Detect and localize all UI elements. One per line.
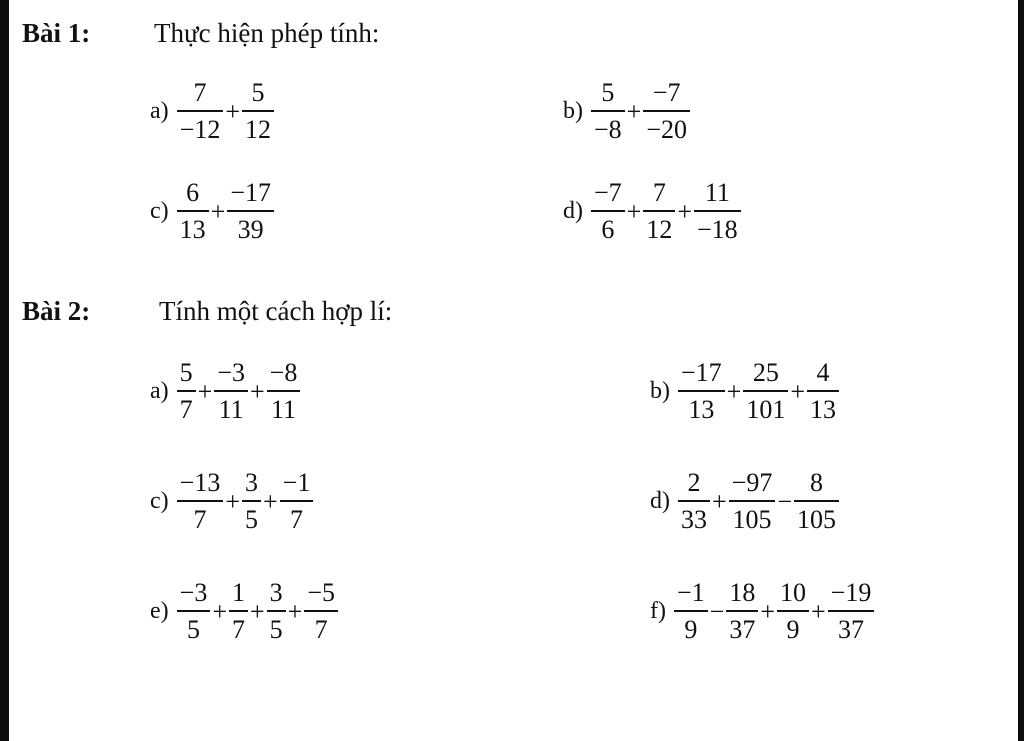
denominator: 12 bbox=[245, 115, 271, 144]
fraction bbox=[267, 360, 301, 423]
operator: + bbox=[287, 596, 303, 626]
numerator: 8 bbox=[810, 468, 824, 497]
numerator: −1 bbox=[282, 468, 311, 497]
right-border bbox=[1018, 0, 1024, 741]
problem-2f bbox=[650, 580, 874, 643]
operator: + bbox=[712, 486, 727, 516]
numerator: 7 bbox=[652, 178, 666, 207]
denominator: −8 bbox=[594, 115, 622, 144]
numerator: 4 bbox=[816, 358, 830, 387]
numerator: −3 bbox=[217, 358, 245, 387]
numerator: 3 bbox=[245, 468, 258, 497]
denominator: 37 bbox=[729, 615, 756, 644]
fraction bbox=[643, 80, 690, 143]
denominator: −12 bbox=[179, 115, 221, 144]
left-border bbox=[0, 0, 9, 741]
denominator: 13 bbox=[688, 395, 715, 424]
operator: − bbox=[709, 596, 725, 626]
fraction bbox=[177, 80, 224, 143]
denominator: 12 bbox=[646, 215, 673, 244]
problem-label: e) bbox=[150, 598, 169, 624]
denominator: 105 bbox=[732, 505, 772, 534]
fraction bbox=[807, 360, 839, 423]
fraction bbox=[214, 360, 248, 423]
denominator: 5 bbox=[245, 505, 258, 534]
denominator: 101 bbox=[746, 395, 786, 424]
problem-1d bbox=[563, 180, 741, 243]
denominator: 9 bbox=[786, 615, 800, 644]
numerator: −5 bbox=[307, 578, 336, 607]
fraction bbox=[280, 470, 314, 533]
numerator: 5 bbox=[601, 78, 615, 107]
numerator: −17 bbox=[681, 358, 722, 387]
denominator: 39 bbox=[237, 215, 264, 244]
numerator: −1 bbox=[676, 578, 705, 607]
numerator: 3 bbox=[269, 578, 283, 607]
fraction bbox=[229, 580, 248, 643]
operator: + bbox=[250, 376, 265, 406]
fraction bbox=[678, 470, 710, 533]
problem-label: a) bbox=[150, 98, 169, 124]
problem-label: b) bbox=[563, 98, 583, 124]
numerator: 5 bbox=[251, 78, 265, 107]
problem-label: c) bbox=[150, 198, 169, 224]
problem-label: b) bbox=[650, 378, 670, 404]
operator: + bbox=[197, 376, 213, 406]
numerator: −8 bbox=[269, 358, 298, 387]
fraction bbox=[643, 180, 675, 243]
problem-1b bbox=[563, 80, 690, 143]
section-number: Bài 2: bbox=[22, 296, 91, 326]
fraction bbox=[591, 80, 625, 143]
denominator: 9 bbox=[684, 615, 698, 644]
numerator: −3 bbox=[179, 578, 208, 607]
fraction bbox=[304, 580, 338, 643]
expression bbox=[177, 580, 338, 643]
fraction bbox=[177, 470, 224, 533]
fraction bbox=[694, 180, 741, 243]
section-1-heading bbox=[22, 18, 380, 49]
expression bbox=[177, 470, 314, 533]
fraction bbox=[177, 360, 196, 423]
numerator: −19 bbox=[830, 578, 872, 607]
expression bbox=[177, 80, 274, 143]
numerator: 7 bbox=[193, 78, 207, 107]
denominator: 13 bbox=[179, 215, 206, 244]
denominator: 7 bbox=[179, 395, 193, 424]
numerator: 1 bbox=[232, 578, 245, 607]
fraction bbox=[242, 470, 261, 533]
numerator: 2 bbox=[687, 468, 701, 497]
problem-label: f) bbox=[650, 598, 666, 624]
numerator: −17 bbox=[230, 178, 271, 207]
denominator: 33 bbox=[681, 505, 707, 534]
operator: + bbox=[250, 596, 265, 626]
denominator: −20 bbox=[646, 115, 688, 144]
expression bbox=[678, 360, 839, 423]
fraction bbox=[726, 580, 758, 643]
operator: + bbox=[677, 196, 693, 226]
section-title: Tính một cách hợp lí: bbox=[159, 296, 393, 326]
problem-2c bbox=[150, 470, 313, 533]
operator: + bbox=[626, 196, 642, 226]
expression bbox=[678, 470, 839, 533]
problem-1c bbox=[150, 180, 274, 243]
fraction bbox=[729, 470, 776, 533]
operator: + bbox=[811, 596, 826, 626]
numerator: 10 bbox=[780, 578, 806, 607]
expression bbox=[177, 180, 274, 243]
fraction bbox=[794, 470, 839, 533]
section-title: Thực hiện phép tính: bbox=[154, 18, 380, 48]
problem-2e bbox=[150, 580, 338, 643]
problem-label: c) bbox=[150, 488, 169, 514]
numerator: −7 bbox=[594, 178, 622, 207]
fraction bbox=[674, 580, 708, 643]
problem-label: d) bbox=[650, 488, 670, 514]
denominator: 7 bbox=[314, 615, 328, 644]
expression bbox=[591, 80, 690, 143]
fraction bbox=[743, 360, 788, 423]
problem-2a bbox=[150, 360, 300, 423]
operator: + bbox=[210, 196, 226, 226]
expression bbox=[591, 180, 741, 243]
section-2-heading bbox=[22, 296, 393, 327]
fraction bbox=[242, 80, 274, 143]
denominator: 37 bbox=[838, 615, 864, 644]
denominator: 7 bbox=[290, 505, 303, 534]
denominator: 11 bbox=[218, 395, 244, 424]
denominator: 11 bbox=[270, 395, 297, 424]
fraction bbox=[591, 180, 625, 243]
operator: + bbox=[726, 376, 742, 406]
operator: + bbox=[760, 596, 775, 626]
expression bbox=[674, 580, 874, 643]
fraction bbox=[267, 580, 286, 643]
fraction bbox=[227, 180, 274, 243]
fraction bbox=[177, 580, 211, 643]
operator: − bbox=[777, 486, 793, 516]
numerator: 5 bbox=[179, 358, 193, 387]
denominator: 5 bbox=[186, 615, 200, 644]
denominator: 105 bbox=[797, 505, 837, 534]
problem-2b bbox=[650, 360, 839, 423]
problem-2d bbox=[650, 470, 839, 533]
operator: + bbox=[790, 376, 806, 406]
denominator: −18 bbox=[697, 215, 738, 244]
numerator: −7 bbox=[652, 78, 681, 107]
expression bbox=[177, 360, 301, 423]
numerator: 6 bbox=[186, 178, 200, 207]
denominator: 13 bbox=[810, 395, 837, 424]
operator: + bbox=[212, 596, 227, 626]
problem-label: a) bbox=[150, 378, 169, 404]
numerator: 11 bbox=[704, 178, 730, 207]
denominator: 6 bbox=[601, 215, 615, 244]
section-number: Bài 1: bbox=[22, 18, 91, 48]
denominator: 7 bbox=[193, 505, 207, 534]
operator: + bbox=[263, 486, 278, 516]
numerator: −97 bbox=[731, 468, 773, 497]
fraction bbox=[678, 360, 725, 423]
fraction bbox=[777, 580, 809, 643]
numerator: 18 bbox=[729, 578, 756, 607]
denominator: 5 bbox=[269, 615, 283, 644]
numerator: 25 bbox=[752, 358, 779, 387]
denominator: 7 bbox=[232, 615, 245, 644]
problem-label: d) bbox=[563, 198, 583, 224]
operator: + bbox=[225, 486, 240, 516]
fraction bbox=[828, 580, 875, 643]
problem-1a bbox=[150, 80, 274, 143]
operator: + bbox=[225, 96, 240, 126]
fraction bbox=[177, 180, 209, 243]
numerator: −13 bbox=[179, 468, 221, 497]
operator: + bbox=[626, 96, 642, 126]
